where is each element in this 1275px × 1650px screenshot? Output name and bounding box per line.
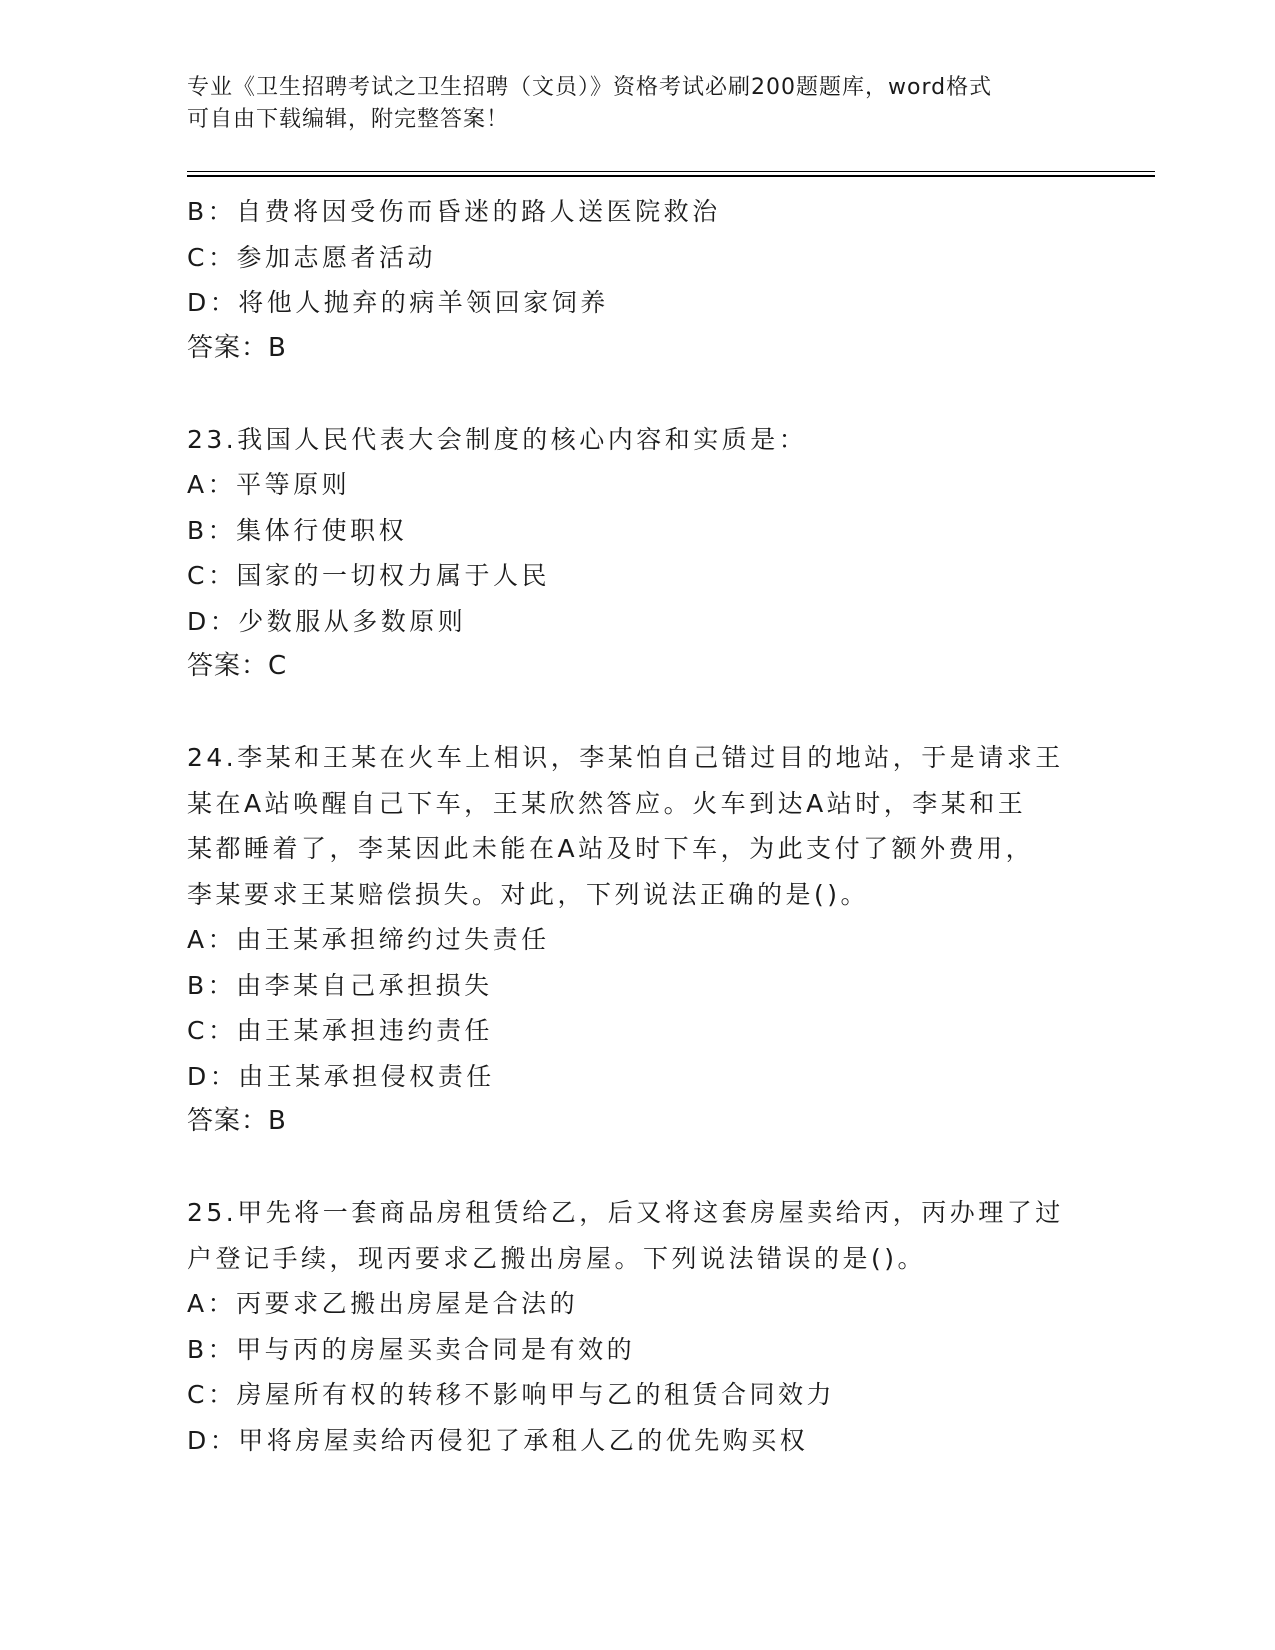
q24-option-c: C：由王某承担违约责任 (187, 1016, 493, 1045)
q25-option-c: C：房屋所有权的转移不影响甲与乙的租赁合同效力 (187, 1380, 835, 1409)
q25-option-d: D：甲将房屋卖给丙侵犯了承租人乙的优先购买权 (187, 1425, 809, 1455)
question-24 (187, 735, 1117, 1145)
q22-option-d: D：将他人抛弃的病羊领回家饲养 (187, 288, 609, 317)
q23-option-c: C：国家的一切权力属于人民 (187, 561, 550, 590)
question-23 (187, 417, 1117, 690)
spacer (187, 1145, 1117, 1191)
q24-option-d: D：由王某承担侵权责任 (187, 1061, 495, 1091)
q24-stem-line-1: 24.李某和王某在火车上相识，李某怕自己错过目的地站，于是请求王 (187, 743, 1064, 772)
q22-answer: 答案：B (187, 332, 287, 363)
q25-option-a: A：丙要求乙搬出房屋是合法的 (187, 1289, 579, 1318)
header-divider-thin (187, 171, 1155, 172)
q25-option-b: B：甲与丙的房屋买卖合同是有效的 (187, 1334, 636, 1364)
question-list (187, 189, 1117, 1463)
q24-stem-line-2: 某在A站唤醒自己下车，王某欣然答应。火车到达A站时，李某和王 (187, 788, 1027, 818)
header-divider-thick (187, 175, 1155, 177)
q24-answer: 答案：B (187, 1106, 287, 1136)
q23-stem: 23.我国人民代表大会制度的核心内容和实质是： (187, 424, 808, 454)
header-line-1: 专业《卫生招聘考试之卫生招聘（文员）》资格考试必刷200题题库，word格式 (187, 75, 993, 100)
question-22 (187, 189, 1117, 371)
q23-option-d: D：少数服从多数原则 (187, 606, 467, 636)
q24-stem-line-4: 李某要求王某赔偿损失。对此，下列说法正确的是()。 (187, 879, 870, 909)
q23-option-b: B：集体行使职权 (187, 515, 408, 545)
q22-option-b: B：自费将因受伤而昏迷的路人送医院救治 (187, 197, 721, 226)
q24-option-a: A：由王某承担缔约过失责任 (187, 925, 550, 954)
q24-stem-line-3: 某都睡着了，李某因此未能在A站及时下车，为此支付了额外费用， (187, 834, 1035, 863)
document-header (187, 72, 1067, 136)
header-line-2: 可自由下载编辑，附完整答案！ (187, 107, 510, 132)
q23-option-a: A：平等原则 (187, 470, 351, 499)
q23-answer: 答案：C (187, 651, 288, 681)
question-25 (187, 1190, 1117, 1463)
q22-option-c: C：参加志愿者活动 (187, 242, 436, 272)
spacer (187, 371, 1117, 417)
q24-option-b: B：由李某自己承担损失 (187, 970, 493, 1000)
spacer (187, 690, 1117, 736)
q25-stem-line-1: 25.甲先将一套商品房租赁给乙，后又将这套房屋卖给丙，丙办理了过 (187, 1198, 1064, 1227)
q25-stem-line-2: 户登记手续，现丙要求乙搬出房屋。下列说法错误的是()。 (187, 1243, 927, 1273)
